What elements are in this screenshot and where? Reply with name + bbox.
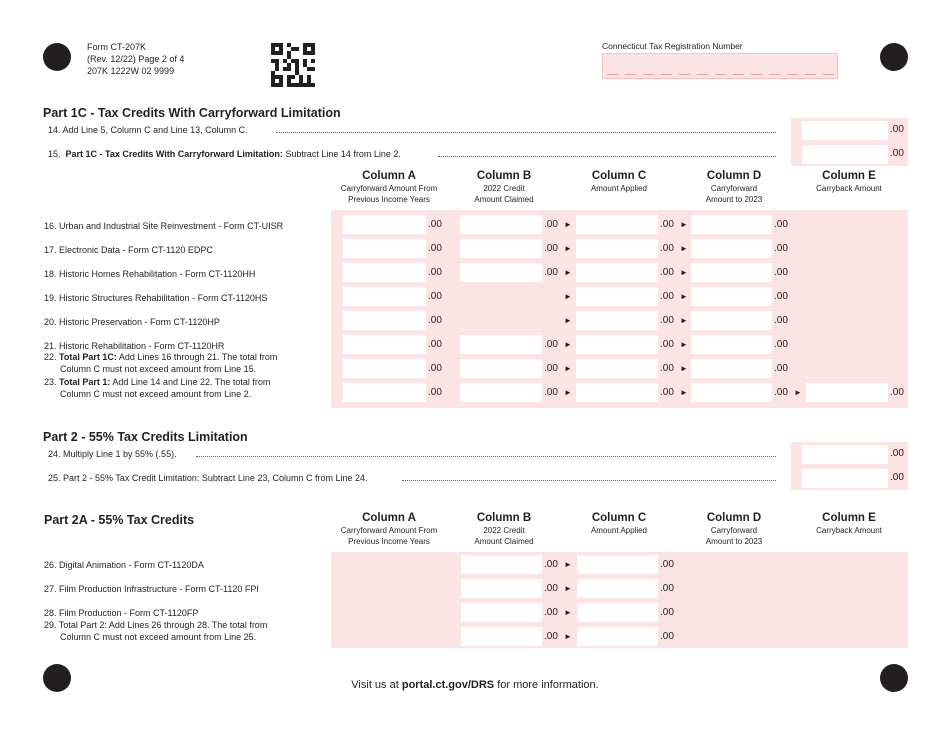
line-20-col-a[interactable] xyxy=(343,311,426,330)
line-21-col-a[interactable] xyxy=(343,335,426,354)
line-21-col-c[interactable] xyxy=(576,335,658,354)
arrow-right-icon: ► xyxy=(680,388,688,397)
line-17-col-c[interactable] xyxy=(576,239,658,258)
line-22-col-b[interactable] xyxy=(460,359,542,378)
cents-suffix: .00 xyxy=(890,448,904,459)
line-29-label: 29. Total Part 2: Add Lines 26 through 28. The total from xyxy=(44,620,268,630)
cents-suffix: .00 xyxy=(660,559,674,570)
line-23-col-c[interactable] xyxy=(576,383,658,402)
arrow-right-icon: ► xyxy=(794,388,802,397)
form-revision: (Rev. 12/22) Page 2 of 4 xyxy=(87,54,185,64)
cents-suffix: .00 xyxy=(428,243,442,254)
line-28-col-c[interactable] xyxy=(577,603,658,622)
line-15-label: 15. Part 1C - Tax Credits With Carryforward Limitation: Subtract Line 14 from Line 2. xyxy=(48,149,401,159)
registration-mark-top-right xyxy=(880,43,908,71)
line-16-col-d[interactable] xyxy=(691,215,772,234)
cents-suffix: .00 xyxy=(774,219,788,230)
qr-code-icon xyxy=(271,43,315,87)
registration-number-label: Connecticut Tax Registration Number xyxy=(602,41,743,51)
arrow-right-icon: ► xyxy=(564,364,572,373)
part-2a-title: Part 2A - 55% Tax Credits xyxy=(44,513,195,527)
cents-suffix: .00 xyxy=(774,267,788,278)
cents-suffix: .00 xyxy=(660,219,674,230)
arrow-right-icon: ► xyxy=(564,608,572,617)
line-24-field[interactable] xyxy=(802,445,888,464)
cents-suffix: .00 xyxy=(774,387,788,398)
line-22-col-c[interactable] xyxy=(576,359,658,378)
arrow-right-icon: ► xyxy=(680,268,688,277)
line-26-col-b[interactable] xyxy=(461,555,542,574)
line-19-col-c[interactable] xyxy=(576,287,658,306)
line-22-col-a[interactable] xyxy=(343,359,426,378)
part-2a-column-a-header: Column A Carryforward Amount From Previous Income Years xyxy=(340,512,438,546)
part-1c-title: Part 1C - Tax Credits With Carryforward Limitation xyxy=(43,106,341,120)
cents-suffix: .00 xyxy=(544,243,558,254)
cents-suffix: .00 xyxy=(774,291,788,302)
arrow-right-icon: ► xyxy=(564,560,572,569)
cents-suffix: .00 xyxy=(428,219,442,230)
cents-suffix: .00 xyxy=(774,315,788,326)
line-21-label: 21. Historic Rehabilitation - Form CT-1120HR xyxy=(44,341,225,351)
line-26-label: 26. Digital Animation - Form CT-1120DA xyxy=(44,560,204,570)
cents-suffix: .00 xyxy=(428,267,442,278)
cents-suffix: .00 xyxy=(660,291,674,302)
cents-suffix: .00 xyxy=(774,243,788,254)
line-20-col-d[interactable] xyxy=(691,311,772,330)
arrow-right-icon: ► xyxy=(564,268,572,277)
cents-suffix: .00 xyxy=(890,387,904,398)
cents-suffix: .00 xyxy=(544,559,558,570)
arrow-right-icon: ► xyxy=(680,244,688,253)
cents-suffix: .00 xyxy=(544,583,558,594)
cents-suffix: .00 xyxy=(544,363,558,374)
cents-suffix: .00 xyxy=(660,387,674,398)
line-23-col-b[interactable] xyxy=(460,383,542,402)
line-16-col-c[interactable] xyxy=(576,215,658,234)
arrow-right-icon: ► xyxy=(564,632,572,641)
cents-suffix: .00 xyxy=(660,315,674,326)
arrow-right-icon: ► xyxy=(680,292,688,301)
cents-suffix: .00 xyxy=(890,124,904,135)
registration-number-field[interactable] xyxy=(602,53,838,79)
line-19-col-d[interactable] xyxy=(691,287,772,306)
arrow-right-icon: ► xyxy=(564,220,572,229)
line-23-col-e[interactable] xyxy=(806,383,888,402)
part-2-title: Part 2 - 55% Tax Credits Limitation xyxy=(43,430,248,444)
line-14-label: 14. Add Line 5, Column C and Line 13, Column C. xyxy=(48,125,248,135)
arrow-right-icon: ► xyxy=(680,364,688,373)
line-29-col-b[interactable] xyxy=(461,627,542,646)
cents-suffix: .00 xyxy=(544,607,558,618)
line-21-col-b[interactable] xyxy=(460,335,542,354)
line-22-label: 22. Total Part 1C: Add Lines 16 through 21. The total from xyxy=(44,352,278,362)
line-28-col-b[interactable] xyxy=(461,603,542,622)
line-16-col-b[interactable] xyxy=(460,215,542,234)
form-number: Form CT-207K xyxy=(87,42,147,52)
cents-suffix: .00 xyxy=(428,339,442,350)
line-14-field[interactable] xyxy=(802,121,888,140)
line-18-col-a[interactable] xyxy=(343,263,426,282)
line-19-label: 19. Historic Structures Rehabilitation - Form CT-1120HS xyxy=(44,293,268,303)
cents-suffix: .00 xyxy=(660,363,674,374)
column-d-header: Column D Carryforward Amount to 2023 xyxy=(705,170,763,204)
line-29-label-cont: Column C must not exceed amount from Line 25. xyxy=(60,632,257,642)
cents-suffix: .00 xyxy=(774,339,788,350)
cents-suffix: .00 xyxy=(660,607,674,618)
cents-suffix: .00 xyxy=(544,387,558,398)
line-18-label: 18. Historic Homes Rehabilitation - Form CT-1120HH xyxy=(44,269,256,279)
registration-mark-top-left xyxy=(43,43,71,71)
cents-suffix: .00 xyxy=(428,363,442,374)
line-20-label: 20. Historic Preservation - Form CT-1120HP xyxy=(44,317,220,327)
line-23-col-d[interactable] xyxy=(691,383,772,402)
column-b-header: Column B 2022 Credit Amount Claimed xyxy=(474,170,534,204)
line-15-field[interactable] xyxy=(802,145,888,164)
line-16-col-a[interactable] xyxy=(343,215,426,234)
line-17-label: 17. Electronic Data - Form CT-1120 EDPC xyxy=(44,245,213,255)
line-22-label-cont: Column C must not exceed amount from Line 15. xyxy=(60,364,257,374)
line-28-label: 28. Film Production - Form CT-1120FP xyxy=(44,608,199,618)
line-29-col-c[interactable] xyxy=(577,627,658,646)
line-19-col-a[interactable] xyxy=(343,287,426,306)
cents-suffix: .00 xyxy=(660,339,674,350)
arrow-right-icon: ► xyxy=(680,220,688,229)
line-23-label-cont: Column C must not exceed amount from Line 2. xyxy=(60,389,252,399)
cents-suffix: .00 xyxy=(544,219,558,230)
drs-portal-link[interactable]: portal.ct.gov/DRS xyxy=(401,679,495,691)
line-17-col-d[interactable] xyxy=(691,239,772,258)
line-25-label: 25. Part 2 - 55% Tax Credit Limitation: Subtract Line 23, Column C from Line 24. xyxy=(48,473,368,483)
arrow-right-icon: ► xyxy=(564,584,572,593)
line-20-col-c[interactable] xyxy=(576,311,658,330)
line-24-label: 24. Multiply Line 1 by 55% (.55). xyxy=(48,449,177,459)
line-18-col-b[interactable] xyxy=(460,263,542,282)
line-26-col-c[interactable] xyxy=(577,555,658,574)
cents-suffix: .00 xyxy=(660,267,674,278)
arrow-right-icon: ► xyxy=(564,244,572,253)
cents-suffix: .00 xyxy=(428,291,442,302)
cents-suffix: .00 xyxy=(428,315,442,326)
arrow-right-icon: ► xyxy=(564,388,572,397)
part-2a-column-c-header: Column C Amount Applied xyxy=(590,512,648,535)
line-22-col-d[interactable] xyxy=(691,359,772,378)
cents-suffix: .00 xyxy=(774,363,788,374)
footer-note: Visit us at portal.ct.gov/DRS for more information. xyxy=(351,679,599,691)
cents-suffix: .00 xyxy=(890,472,904,483)
line-27-label: 27. Film Production Infrastructure - Form CT-1120 FPI xyxy=(44,584,259,594)
line-17-col-b[interactable] xyxy=(460,239,542,258)
cents-suffix: .00 xyxy=(660,631,674,642)
line-17-col-a[interactable] xyxy=(343,239,426,258)
line-27-col-b[interactable] xyxy=(461,579,542,598)
column-a-header: Column A Carryforward Amount From Previous Income Years xyxy=(340,170,438,204)
line-27-col-c[interactable] xyxy=(577,579,658,598)
arrow-right-icon: ► xyxy=(680,316,688,325)
line-21-col-d[interactable] xyxy=(691,335,772,354)
part-2a-column-b-header: Column B 2022 Credit Amount Claimed xyxy=(474,512,534,546)
cents-suffix: .00 xyxy=(428,387,442,398)
cents-suffix: .00 xyxy=(544,339,558,350)
column-c-header: Column C Amount Applied xyxy=(590,170,648,193)
part-2a-column-e-header: Column E Carryback Amount xyxy=(816,512,882,535)
line-25-field[interactable] xyxy=(802,469,888,488)
line-23-col-a[interactable] xyxy=(343,383,426,402)
arrow-right-icon: ► xyxy=(564,316,572,325)
part-2a-column-d-header: Column D Carryforward Amount to 2023 xyxy=(705,512,763,546)
form-code: 207K 1222W 02 9999 xyxy=(87,66,175,76)
cents-suffix: .00 xyxy=(544,631,558,642)
column-e-header: Column E Carryback Amount xyxy=(816,170,882,193)
cents-suffix: .00 xyxy=(660,583,674,594)
line-18-col-c[interactable] xyxy=(576,263,658,282)
arrow-right-icon: ► xyxy=(680,340,688,349)
cents-suffix: .00 xyxy=(544,267,558,278)
arrow-right-icon: ► xyxy=(564,292,572,301)
form-header xyxy=(87,41,184,77)
line-23-label: 23. Total Part 1: Add Line 14 and Line 22. The total from xyxy=(44,377,271,387)
cents-suffix: .00 xyxy=(890,148,904,159)
arrow-right-icon: ► xyxy=(564,340,572,349)
line-16-label: 16. Urban and Industrial Site Reinvestment - Form CT-UISR xyxy=(44,221,284,231)
line-18-col-d[interactable] xyxy=(691,263,772,282)
cents-suffix: .00 xyxy=(660,243,674,254)
